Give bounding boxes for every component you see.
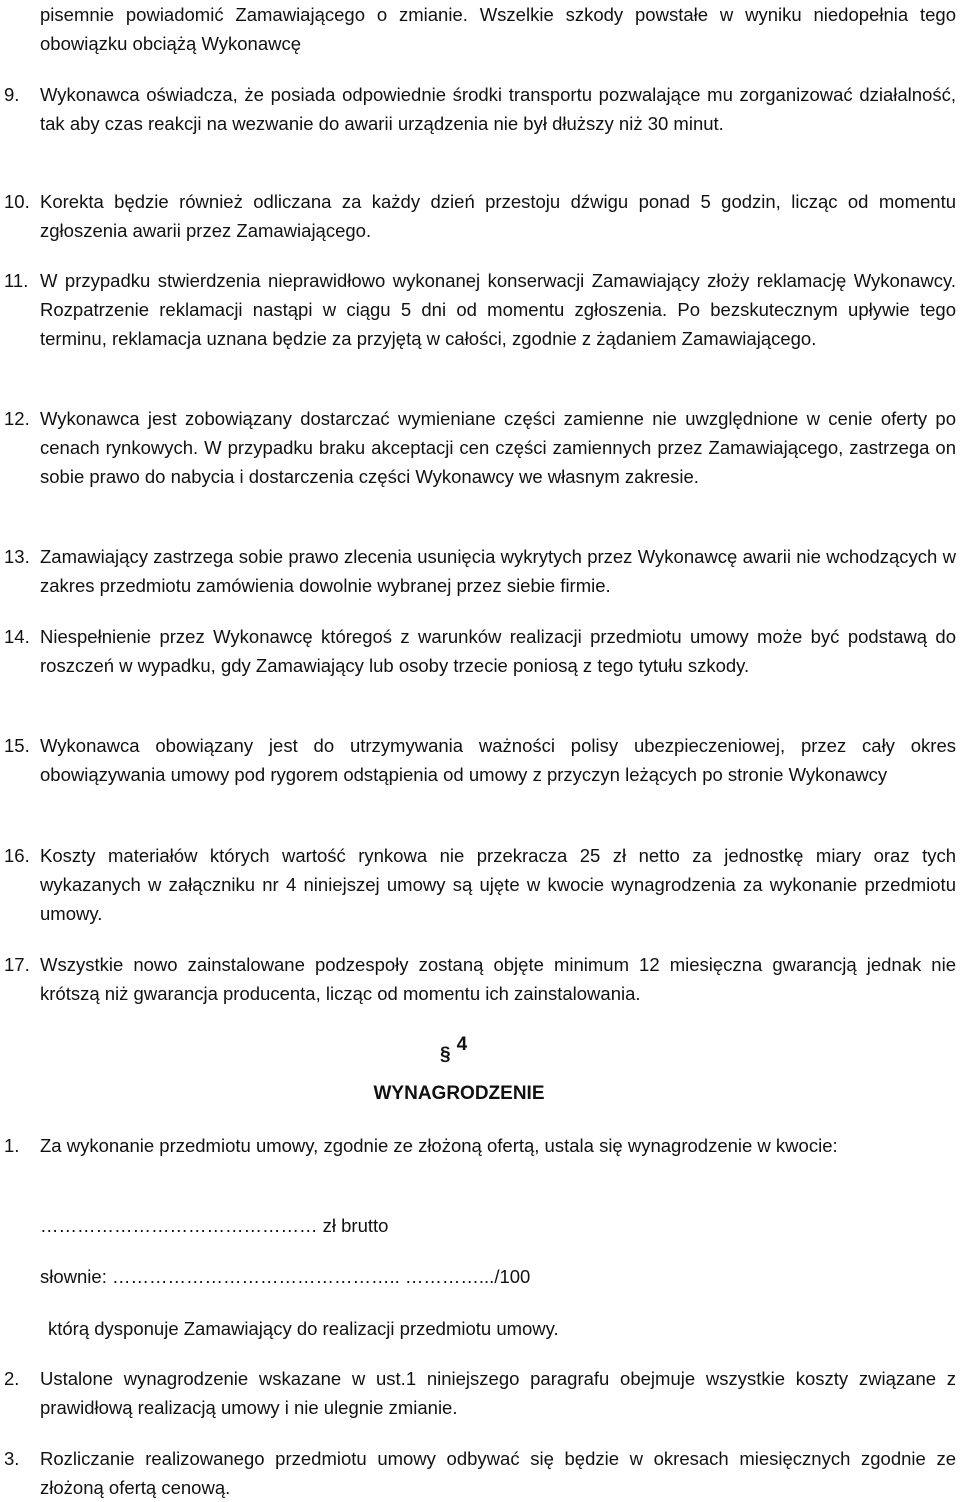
remuneration-item-1-number: 1. [4, 1135, 20, 1156]
item-13-text: Zamawiający zastrzega sobie prawo zlecenia usunięcia wykrytych przez Wykonawcę awarii nie wchodzących w zakres przedmiotu zamówienia dowolnie wybranej przez siebie firmie. [40, 546, 956, 596]
amount-in-words-line: słownie: ……………………………………….. ………….../100 [40, 1266, 531, 1287]
item-9-number: 9. [4, 84, 20, 105]
item-10-text: Korekta będzie również odliczana za każdy dzień przestoju dźwigu ponad 5 godzin, licząc od momentu zgłoszenia awarii przez Zamawiającego. [40, 191, 956, 241]
item-11-text: W przypadku stwierdzenia nieprawidłowo wykonanej konserwacji Zamawiający złoży reklamację Wykonawcy. Rozpatrzenie reklamacji nastąpi w ciągu 5 dni od momentu zgłoszenia. Po bezskutecznym upływie tego terminu, reklamacja uznana będzie za przyjętą w całości, zgodnie z żądaniem Zamawiającego. [40, 270, 956, 349]
item-16-text: Koszty materiałów których wartość rynkowa nie przekracza 25 zł netto za jednostkę miary oraz tych wykazanych w załączniku nr 4 niniejszej umowy są ujęte w kwocie wynagrodzenia za wykonanie przedmiotu umowy. [40, 845, 956, 924]
item-17-number: 17. [4, 954, 30, 975]
item-15-number: 15. [4, 735, 30, 756]
disposal-line: którą dysponuje Zamawiający do realizacji przedmiotu umowy. [48, 1318, 559, 1339]
item-16-number: 16. [4, 845, 30, 866]
remuneration-item-2-text: Ustalone wynagrodzenie wskazane w ust.1 niniejszego paragrafu obejmuje wszystkie koszty związane z prawidłową realizacją umowy i nie ulegnie zmianie. [40, 1368, 956, 1418]
section-heading [440, 1030, 468, 1065]
remuneration-item-3-text: Rozliczanie realizowanego przedmiotu umowy odbywać się będzie w okresach miesięcznych zgodnie ze złożoną ofertą cenową. [40, 1448, 956, 1498]
item-11-number: 11. [4, 270, 29, 291]
item-13-number: 13. [4, 546, 30, 567]
item-14-number: 14. [4, 626, 30, 647]
remuneration-item-2-number: 2. [4, 1368, 20, 1389]
item-10-number: 10. [4, 191, 30, 212]
section-title: WYNAGRODZENIE [373, 1083, 545, 1104]
item-12-text: Wykonawca jest zobowiązany dostarczać wymieniane części zamienne nie uwzględnione w cenie oferty po cenach rynkowych. W przypadku braku akceptacji cen części zamiennych przez Zamawiającego, zastrzega on sobie prawo do nabycia i dostarczenia części Wykonawcy we własnym zakresie. [40, 408, 956, 487]
remuneration-item-1-text: Za wykonanie przedmiotu umowy, zgodnie ze złożoną ofertą, ustala się wynagrodzenie w kwocie: [40, 1135, 838, 1156]
section-number: 4 [456, 1034, 468, 1055]
section-symbol: § [440, 1044, 451, 1065]
item-9-text: Wykonawca oświadcza, że posiada odpowiednie środki transportu pozwalające mu zorganizować działalność, tak aby czas reakcji na wezwanie do awarii urządzenia nie był dłuższy niż 30 minut. [40, 84, 956, 134]
intro-paragraph: pisemnie powiadomić Zamawiającego o zmianie. Wszelkie szkody powstałe w wyniku niedopełnia tego obowiązku obciążą Wykonawcę [40, 4, 956, 54]
remuneration-item-3-number: 3. [4, 1448, 20, 1469]
item-14-text: Niespełnienie przez Wykonawcę któregoś z warunków realizacji przedmiotu umowy może być podstawą do roszczeń w wypadku, gdy Zamawiający lub osoby trzecie poniosą z tego tytułu szkody. [40, 626, 956, 676]
item-17-text: Wszystkie nowo zainstalowane podzespoły zostaną objęte minimum 12 miesięczna gwarancją jednak nie krótszą niż gwarancja producenta, licząc od momentu ich zainstalowania. [40, 954, 956, 1004]
item-12-number: 12. [4, 408, 30, 429]
item-15-text: Wykonawca obowiązany jest do utrzymywania ważności polisy ubezpieczeniowej, przez cały okres obowiązywania umowy pod rygorem odstąpienia od umowy z przyczyn leżących po stronie Wykonawcy [40, 735, 956, 785]
amount-fill-line: ……………………………………… zł brutto [40, 1215, 389, 1236]
